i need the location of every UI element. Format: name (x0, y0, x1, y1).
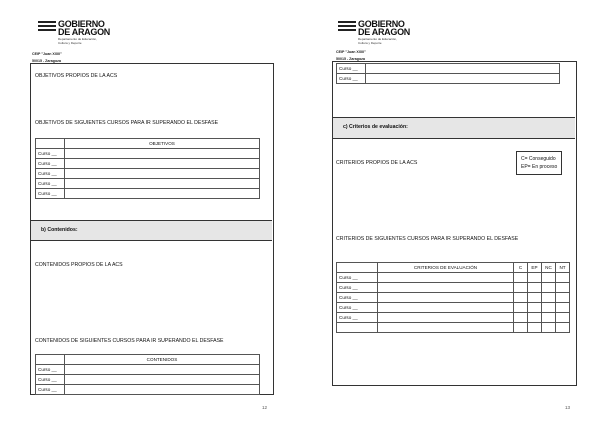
contenidos-table (35, 354, 260, 395)
continuation-cell[interactable] (366, 64, 560, 74)
logo-sub2: Cultura y Deporte (358, 40, 382, 45)
logo-line2: DE ARAGON (358, 27, 410, 37)
table-row (337, 273, 570, 283)
legend-item: EP= En proceso (521, 164, 558, 170)
section-b-band (31, 220, 272, 241)
objetivos-propios-heading: OBJETIVOS PROPIOS DE LA ACS (35, 73, 118, 79)
table-row (36, 169, 260, 179)
col-nc: NC (542, 263, 556, 273)
top-continuation-table (336, 63, 560, 84)
curso-label: Curso __ (337, 313, 378, 323)
criterio-cell[interactable] (378, 273, 514, 283)
contenidos-propios-heading: CONTENIDOS PROPIOS DE LA ACS (35, 262, 123, 268)
table-row (36, 159, 260, 169)
school-code: 50015 - Zaragoza (32, 59, 61, 63)
curso-label: Curso __ (337, 283, 378, 293)
table-row (36, 189, 260, 199)
table-row (36, 385, 260, 395)
curso-label: Curso __ (337, 293, 378, 303)
continuation-cell[interactable] (366, 74, 560, 84)
curso-label: Curso __ (36, 159, 65, 169)
page-frame (332, 61, 577, 386)
contenidos-header: CONTENIDOS (65, 355, 260, 365)
col-c: C (514, 263, 528, 273)
objetivo-cell[interactable] (65, 189, 260, 199)
table-row (36, 179, 260, 189)
table-row (337, 303, 570, 313)
logo-bars-icon (38, 21, 56, 35)
legend-item: C= Conseguido (521, 156, 556, 162)
gobierno-aragon-logo (338, 20, 418, 52)
curso-label: Curso __ (337, 303, 378, 313)
col-nt: NT (556, 263, 570, 273)
table-row (337, 293, 570, 303)
objetivo-cell[interactable] (65, 169, 260, 179)
evaluation-legend (516, 151, 562, 175)
criterio-cell[interactable] (378, 303, 514, 313)
table-row (337, 323, 570, 333)
page-number: 13 (565, 405, 571, 410)
curso-label: Curso __ (36, 375, 65, 385)
page-13 (300, 0, 600, 424)
logo-bars-icon (338, 21, 356, 35)
curso-label: Curso __ (36, 149, 65, 159)
logo-sub1: Departamento de Educación, (358, 37, 397, 41)
table-row (36, 375, 260, 385)
col-ep: EP (528, 263, 542, 273)
criterios-siguientes-heading: CRITERIOS DE SIGUIENTES CURSOS PARA IR SUPERANDO EL DESFASE (336, 236, 519, 242)
criterio-cell[interactable] (378, 293, 514, 303)
objetivo-cell[interactable] (65, 179, 260, 189)
logo-line2: DE ARAGON (58, 27, 110, 37)
criterios-header: CRITERIOS DE EVALUACIÓN (378, 263, 514, 273)
criterio-cell[interactable] (378, 283, 514, 293)
table-row (337, 74, 560, 84)
curso-label: Curso __ (337, 64, 366, 74)
table-row (337, 64, 560, 74)
table-row (36, 365, 260, 375)
contenido-cell[interactable] (65, 375, 260, 385)
section-b-title: b) Contenidos: (41, 227, 78, 233)
criterios-propios-heading: CRITERIOS PROPIOS DE LA ACS (336, 160, 418, 166)
curso-label: Curso __ (337, 273, 378, 283)
contenido-cell[interactable] (65, 365, 260, 375)
objetivos-table (35, 138, 260, 199)
school-name: CEIP "Juan XXIII" (32, 52, 62, 56)
logo-sub1: Departamento de Educación, (58, 37, 97, 41)
logo-line1: GOBIERNO (358, 19, 405, 29)
curso-label: Curso __ (36, 365, 65, 375)
school-name: CEIP "Juan XXIII" (336, 50, 366, 54)
criterios-table (336, 262, 570, 333)
curso-label: Curso __ (36, 169, 65, 179)
gobierno-aragon-logo (38, 20, 118, 52)
section-c-title: c) Criterios de evaluación: (343, 124, 408, 130)
logo-sub2: Cultura y Deporte (58, 40, 82, 45)
curso-label: Curso __ (36, 385, 65, 395)
curso-label: Curso __ (337, 74, 366, 84)
section-c-band (333, 117, 575, 139)
contenido-cell[interactable] (65, 385, 260, 395)
curso-label: Curso __ (36, 179, 65, 189)
page-number: 12 (262, 405, 268, 410)
table-row (337, 283, 570, 293)
criterio-cell[interactable] (378, 313, 514, 323)
logo-line1: GOBIERNO (58, 19, 105, 29)
table-row (36, 149, 260, 159)
objetivo-cell[interactable] (65, 159, 260, 169)
school-code: 50015 - Zaragoza (336, 57, 365, 61)
table-row (337, 313, 570, 323)
objetivos-siguientes-heading: OBJETIVOS DE SIGUIENTES CURSOS PARA IR SUPERANDO EL DESFASE (35, 120, 219, 126)
curso-label: Curso __ (36, 189, 65, 199)
objetivo-cell[interactable] (65, 149, 260, 159)
objetivos-header: OBJETIVOS (65, 139, 260, 149)
contenidos-siguientes-heading: CONTENIDOS DE SIGUIENTES CURSOS PARA IR SUPERANDO EL DESFASE (35, 338, 224, 344)
